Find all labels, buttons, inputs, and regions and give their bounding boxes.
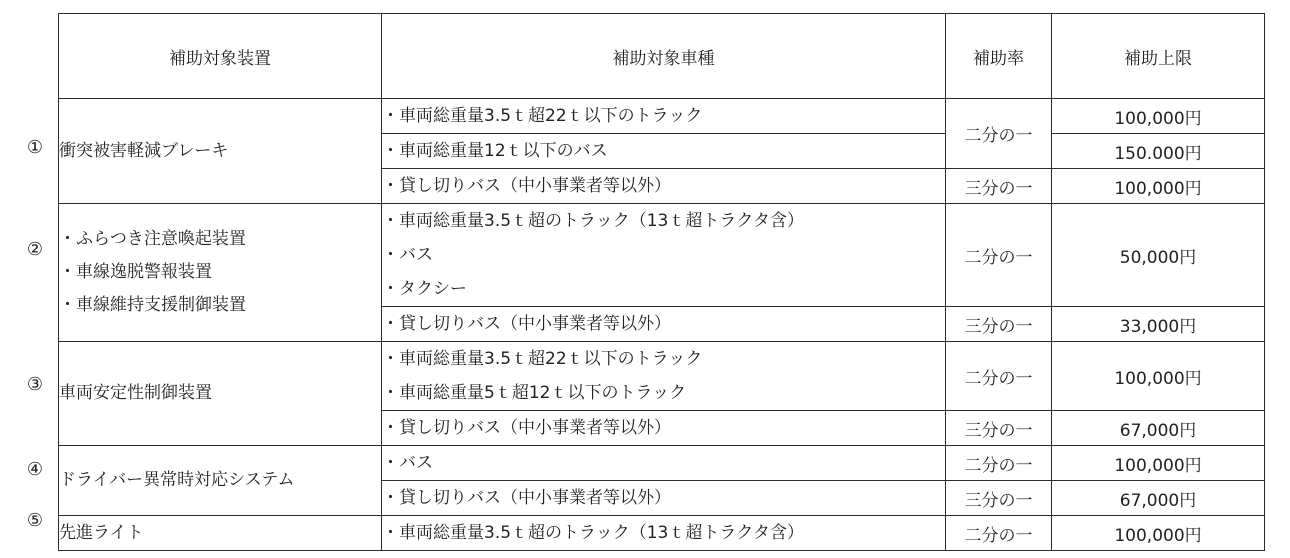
vehicle-cell bbox=[382, 204, 946, 307]
vehicle-type: ・貸し切りバス（中小事業者等以外） bbox=[382, 176, 671, 196]
device-name: ・車線維持支援制御装置 bbox=[59, 295, 246, 315]
device-name: 車両安定性制御装置 bbox=[59, 383, 212, 403]
device-cell bbox=[59, 204, 382, 342]
subsidy-table bbox=[58, 13, 1265, 551]
device-name: ・車線逸脱警報装置 bbox=[59, 262, 212, 282]
vehicle-cell bbox=[382, 307, 946, 342]
vehicle-cell bbox=[382, 446, 946, 481]
rate-cell: 二分の一 bbox=[946, 342, 1052, 411]
header-limit: 補助上限 bbox=[1052, 14, 1265, 99]
rate-cell: 三分の一 bbox=[946, 481, 1052, 516]
vehicle-cell bbox=[382, 169, 946, 204]
rate-cell: 三分の一 bbox=[946, 307, 1052, 342]
rate-cell: 二分の一 bbox=[946, 516, 1052, 551]
rate-cell: 三分の一 bbox=[946, 411, 1052, 446]
rate-cell: 二分の一 bbox=[946, 204, 1052, 307]
limit-cell: 33,000円 bbox=[1052, 307, 1265, 342]
vehicle-type: ・貸し切りバス（中小事業者等以外） bbox=[382, 418, 671, 438]
vehicle-type: ・車両総重量3.5ｔ超のトラック（13ｔ超トラクタ含） bbox=[382, 523, 804, 543]
vehicle-cell bbox=[382, 481, 946, 516]
header-rate: 補助率 bbox=[946, 14, 1052, 99]
vehicle-type: ・バス bbox=[382, 245, 433, 265]
limit-cell: 100,000円 bbox=[1052, 342, 1265, 411]
vehicle-type: ・車両総重量5ｔ超12ｔ以下のトラック bbox=[382, 383, 687, 403]
table-row bbox=[59, 516, 1265, 551]
vehicle-type: ・車両総重量3.5ｔ超22ｔ以下のトラック bbox=[382, 349, 703, 369]
header-vehicle: 補助対象車種 bbox=[382, 14, 946, 99]
rate-cell: 二分の一 bbox=[946, 446, 1052, 481]
row-number-3: ③ bbox=[26, 374, 44, 395]
limit-cell: 100,000円 bbox=[1052, 169, 1265, 204]
table-row bbox=[59, 446, 1265, 481]
header-device: 補助対象装置 bbox=[59, 14, 382, 99]
limit-cell: 50,000円 bbox=[1052, 204, 1265, 307]
device-name: 衝突被害軽減ブレーキ bbox=[59, 140, 229, 161]
device-name: ドライバー異常時対応システム bbox=[59, 470, 295, 490]
header-row bbox=[59, 14, 1265, 99]
device-cell bbox=[59, 516, 382, 551]
vehicle-type: ・バス bbox=[382, 453, 433, 473]
vehicle-cell bbox=[382, 342, 946, 411]
vehicle-cell bbox=[382, 516, 946, 551]
device-cell bbox=[59, 342, 382, 446]
row-number-2: ② bbox=[26, 239, 44, 260]
limit-cell: 100,000円 bbox=[1052, 516, 1265, 551]
vehicle-type: ・貸し切りバス（中小事業者等以外） bbox=[382, 314, 671, 334]
vehicle-type: ・車両総重量3.5ｔ超22ｔ以下のトラック bbox=[382, 106, 703, 126]
table-row bbox=[59, 99, 1265, 134]
vehicle-cell bbox=[382, 134, 946, 169]
table-row bbox=[59, 204, 1265, 307]
row-number-1: ① bbox=[26, 137, 44, 158]
limit-cell: 100,000円 bbox=[1052, 99, 1265, 134]
device-name: ・ふらつき注意喚起装置 bbox=[59, 229, 246, 249]
limit-cell: 150.000円 bbox=[1052, 134, 1265, 169]
vehicle-cell bbox=[382, 411, 946, 446]
vehicle-cell bbox=[382, 99, 946, 134]
rate-cell: 二分の一 bbox=[946, 99, 1052, 169]
row-number-4: ④ bbox=[26, 459, 44, 480]
table-row bbox=[59, 342, 1265, 411]
limit-cell: 67,000円 bbox=[1052, 481, 1265, 516]
limit-cell: 67,000円 bbox=[1052, 411, 1265, 446]
rate-cell: 三分の一 bbox=[946, 169, 1052, 204]
vehicle-type: ・車両総重量3.5ｔ超のトラック（13ｔ超トラクタ含） bbox=[382, 211, 804, 231]
vehicle-type: ・車両総重量12ｔ以下のバス bbox=[382, 141, 608, 161]
vehicle-type: ・タクシー bbox=[382, 279, 467, 299]
device-cell bbox=[59, 446, 382, 516]
vehicle-type: ・貸し切りバス（中小事業者等以外） bbox=[382, 488, 671, 508]
limit-cell: 100,000円 bbox=[1052, 446, 1265, 481]
row-number-5: ⑤ bbox=[26, 510, 44, 531]
device-cell bbox=[59, 99, 382, 204]
row-number-column bbox=[0, 0, 58, 558]
device-name: 先進ライト bbox=[59, 522, 144, 543]
